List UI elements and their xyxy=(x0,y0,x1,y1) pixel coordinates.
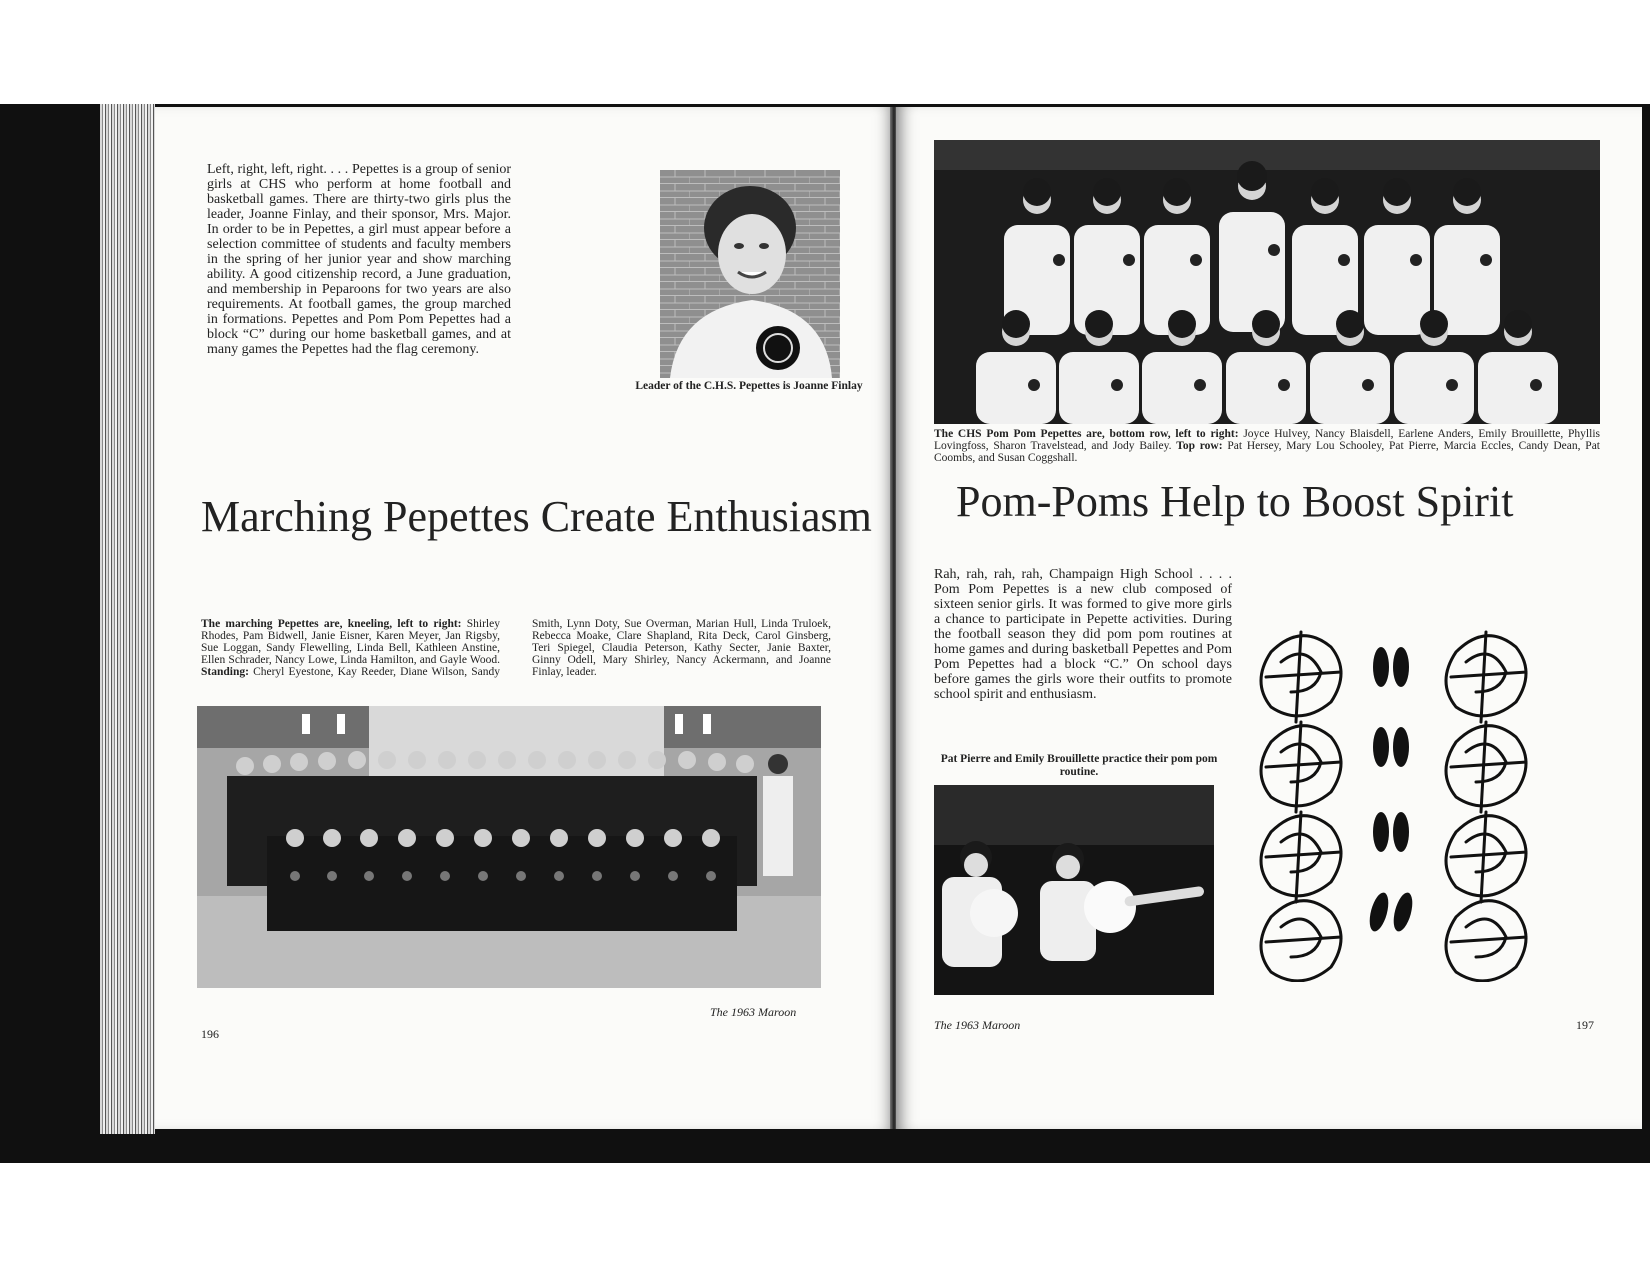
left-page-number: 196 xyxy=(201,1027,219,1041)
left-headline: Marching Pepettes Create Enthusiasm xyxy=(201,492,872,541)
caption-lead: The CHS Pom Pom Pepettes are, bottom row, left to right: xyxy=(934,428,1239,440)
leader-portrait-photo xyxy=(660,170,840,378)
caption-lead: The marching Pepettes are, kneeling, left to right: xyxy=(201,618,462,630)
pom-pom-practice-photo xyxy=(934,785,1214,995)
pom-pom-pepettes-group-photo xyxy=(934,140,1600,424)
book-page-edges xyxy=(100,104,155,1134)
bottom-row-names: Joyce Hulvey, Nancy Blaisdell, Earlene Anders, Emily Brouillette, Phyllis Lovingfoss, Sharon Travelstead, and Jody Bailey. xyxy=(934,428,1600,452)
top-row-names: Pat Hersey, Mary Lou Schooley, Pat Pierre, Marcia Eccles, Candy Dean, Pat Coombs, and Susan Coggshall. xyxy=(934,440,1600,464)
pom-pom-paragraph: Rah, rah, rah, rah, Champaign High School . . . . Pom Pom Pepettes is a new club composed of sixteen senior girls. It was formed to give more girls a chance to participate in Pepette activities. During the football season they did pom pom routines at home games and during basketball Pepettes and Pom Pom Pepettes had a block “C.” On school days before games the girls wore their outfits to promote school spirit and enthusiasm. xyxy=(934,567,1232,702)
standing-label: Standing: xyxy=(201,666,249,678)
pom-pom-group-caption xyxy=(934,428,1600,464)
practice-caption: Pat Pierre and Emily Brouillette practice their pom pom routine. xyxy=(940,753,1218,778)
scan-margin-bottom xyxy=(0,1163,1650,1275)
right-footer-publication: The 1963 Maroon xyxy=(934,1018,1021,1032)
top-row-label: Top row: xyxy=(1176,440,1223,452)
standing-names: Cheryl Eyestone, Kay Reeder, Diane Wilson, Sandy Smith, Lynn Doty, Sue Overman, Marian Hull, Linda Truloek, Rebecca Moake, Clare Shapland, Rita Deck, Carol Ginsberg, Teri Spiegel, Claudia Peterson, Kathy Secter, Janie Baxter, Ginny Odell, Mary Shirley, Nancy Ackermann, and Joanne Finlay, leader. xyxy=(253,618,831,678)
marching-group-caption xyxy=(201,618,831,678)
left-footer-publication: The 1963 Maroon xyxy=(710,1005,797,1019)
pom-pom-footprints-illustration xyxy=(1241,612,1633,982)
kneeling-names: Shirley Rhodes, Pam Bidwell, Janie Eisner, Karen Meyer, Jan Rigsby, Sue Loggan, Sandy Flewelling, Linda Bell, Kathleen Anstine, Ellen Schrader, Nancy Lowe, Linda Hamilton, and Gayle Wood. xyxy=(201,618,500,666)
marching-pepettes-group-photo xyxy=(197,706,821,988)
right-page-number: 197 xyxy=(1576,1018,1594,1032)
leader-caption: Leader of the C.H.S. Pepettes is Joanne Finlay xyxy=(635,380,863,392)
intro-paragraph: Left, right, left, right. . . . Pepettes is a group of senior girls at CHS who perform at home football and basketball games. There are thirty-two girls plus the leader, Joanne Finlay, and their sponsor, Mrs. Major. In order to be in Pepettes, a girl must appear before a selection committee of students and faculty members in the spring of her junior year and show marching ability. A good citizenship record, a June graduation, and membership in Peparoons for two years are also requirements. At football games, the group marched in formations. Pepettes and Pom Pom Pepettes had a block “C” during our home basketball games, and at many games the Pepettes had the flag ceremony. xyxy=(207,162,511,357)
scan-margin-top xyxy=(0,0,1650,104)
right-page xyxy=(896,107,1642,1129)
left-page xyxy=(155,107,895,1129)
right-headline: Pom-Poms Help to Boost Spirit xyxy=(956,477,1514,526)
